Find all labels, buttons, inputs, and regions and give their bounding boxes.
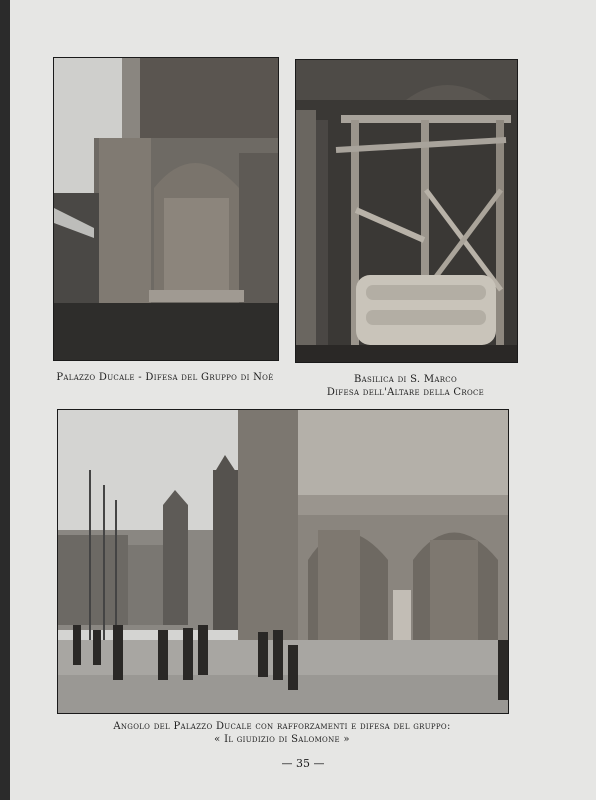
- caption-photo-2: [293, 373, 518, 399]
- photo-palazzo-ducale-salomone: [57, 409, 509, 714]
- photo-palazzo-ducale-noe: [53, 57, 279, 361]
- caption-line: Angolo del Palazzo Ducale con rafforzamenti e difesa del gruppo:: [113, 721, 451, 732]
- document-page: [10, 0, 596, 800]
- photo-basilica-san-marco: [295, 59, 518, 363]
- caption-line: Basilica di S. Marco: [353, 374, 458, 385]
- caption-line: Difesa dell'Altare della Croce: [326, 387, 485, 398]
- caption-line: Palazzo Ducale - Difesa del Gruppo di Noè: [56, 372, 274, 383]
- caption-line: « Il giudizio di Salomone »: [214, 734, 350, 745]
- caption-photo-3: [50, 720, 514, 746]
- page-number: — 35 —: [281, 757, 325, 770]
- caption-photo-1: [50, 371, 280, 384]
